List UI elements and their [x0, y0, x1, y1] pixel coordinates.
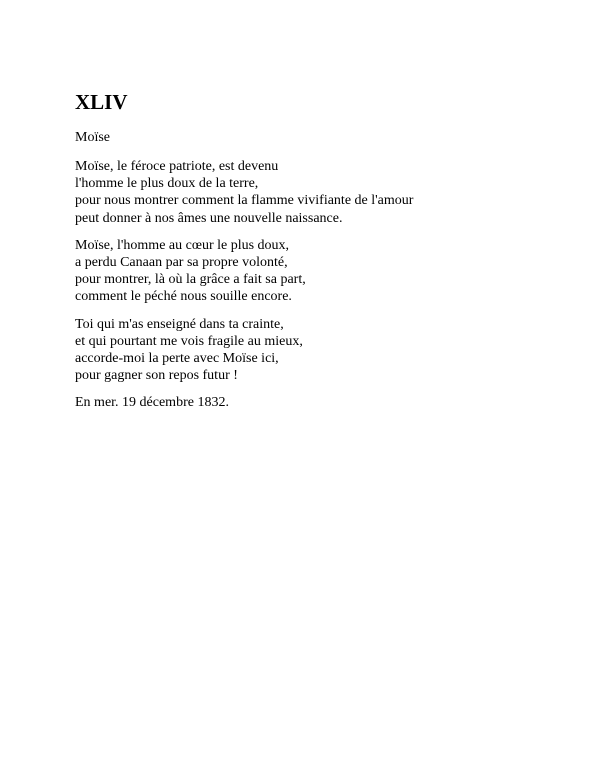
poem-date: En mer. 19 décembre 1832. [75, 395, 229, 411]
poem-subtitle: Moïse [75, 130, 110, 145]
poem-page [75, 90, 575, 412]
stanza-3 [75, 316, 575, 385]
verse-line: comment le péché nous souille encore. [75, 289, 292, 305]
verse-line: pour gagner son repos futur ! [75, 368, 238, 384]
verse-line: peut donner à nos âmes une nouvelle naissance. [75, 210, 343, 226]
poem-title: XLIV [75, 90, 128, 114]
verse-line: accorde-moi la perte avec Moïse ici, [75, 351, 279, 367]
stanza-2 [75, 237, 575, 306]
verse-line: Moïse, le féroce patriote, est devenu [75, 159, 279, 174]
verse-line: a perdu Canaan par sa propre volonté, [75, 255, 288, 271]
verse-line: et qui pourtant me vois fragile au mieux, [75, 333, 303, 349]
verse-line: Moïse, l'homme au cœur le plus doux, [75, 237, 290, 253]
verse-line: l'homme le plus doux de la terre, [75, 176, 259, 192]
verse-line: pour nous montrer comment la flamme vivifiante de l'amour [75, 193, 414, 209]
verse-line: Toi qui m'as enseigné dans ta crainte, [75, 316, 284, 332]
stanza-1 [75, 158, 575, 227]
verse-line: pour montrer, là où la grâce a fait sa part, [75, 272, 306, 288]
